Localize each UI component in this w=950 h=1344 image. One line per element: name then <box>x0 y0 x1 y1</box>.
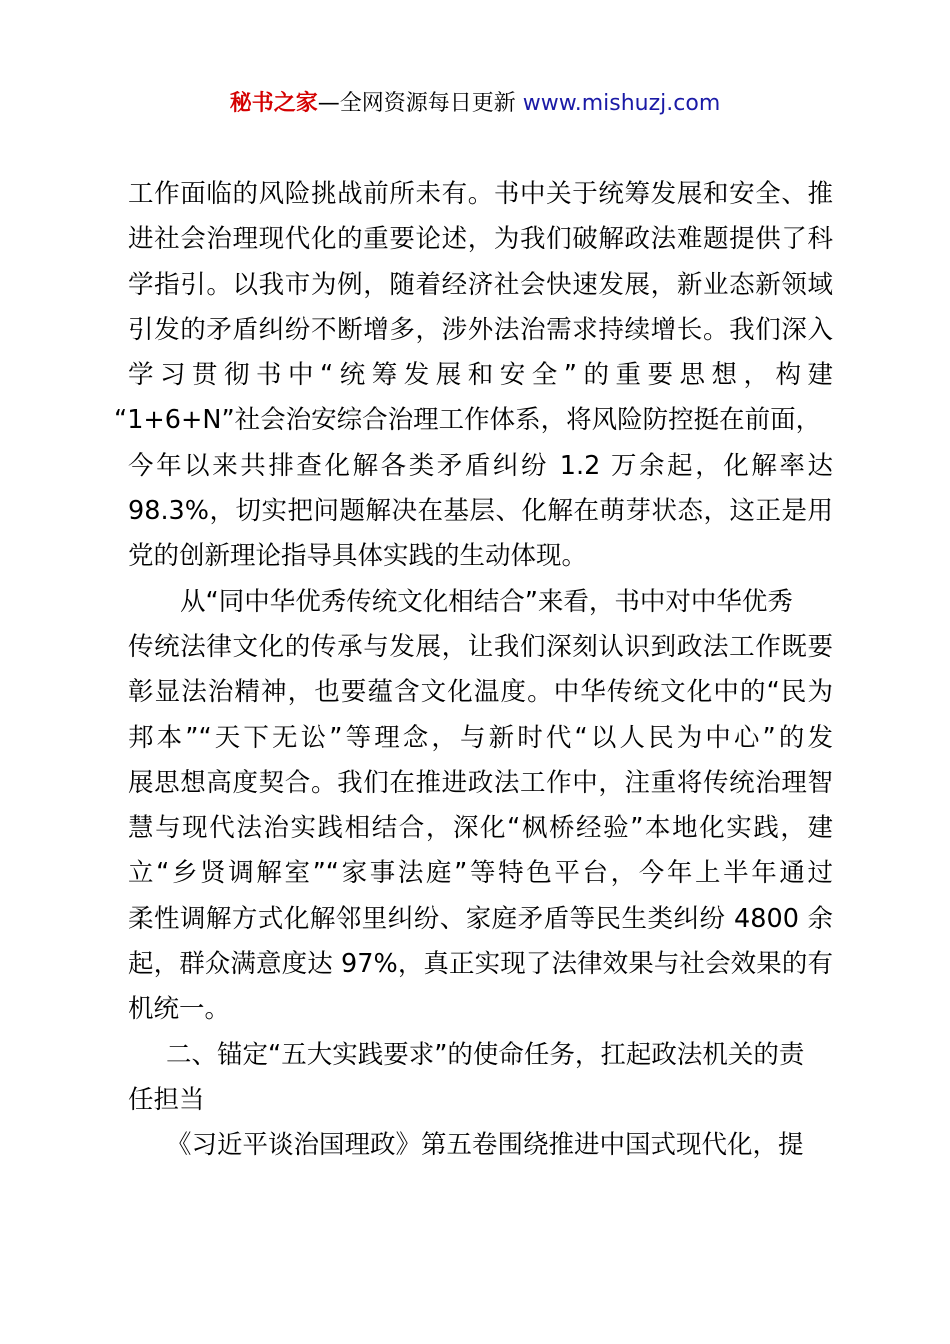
text-line: 任担当 <box>128 1084 205 1115</box>
text-line: 工作面临的风险挑战前所未有。书中关于统筹发展和安全、推 <box>128 179 833 209</box>
text-line: 彰显法治精神，也要蕴含文化温度。中华传统文化中的“民为 <box>128 677 833 708</box>
text-line: 二、锚定“五大实践要求”的使命任务，扛起政法机关的责 <box>166 1039 805 1070</box>
paragraph-1 <box>114 172 833 580</box>
text-line: 学习贯彻书中“统筹发展和安全”的重要思想，构建 <box>128 360 833 391</box>
paragraph-3 <box>128 1123 833 1168</box>
text-line: 机统一。 <box>128 994 231 1025</box>
text-line: 邦本”“天下无讼”等理念，与新时代“以人民为中心”的发 <box>128 722 833 753</box>
text-line: 传统法律文化的传承与发展，让我们深刻认识到政法工作既要 <box>128 631 833 662</box>
text-line: 学指引。以我市为例，随着经济社会快速发展，新业态新领域 <box>128 269 833 300</box>
text-line: 展思想高度契合。我们在推进政法工作中，注重将传统治理智 <box>128 767 833 798</box>
page-header <box>0 86 950 122</box>
text-line: 《习近平谈治国理政》第五卷围绕推进中国式现代化，提 <box>166 1130 804 1161</box>
text-line: 从“同中华优秀传统文化相结合”来看，书中对中华优秀 <box>180 586 793 617</box>
header-url-link[interactable]: www.mishuzj.com <box>522 91 721 116</box>
text-line: 引发的矛盾纠纷不断增多，涉外法治需求持续增长。我们深入 <box>128 314 833 345</box>
text-line: 今年以来共排查化解各类矛盾纠纷 1.2 万余起，化解率达 <box>128 450 833 481</box>
paragraph-2 <box>128 580 833 1033</box>
text-line: 党的创新理论指导具体实践的生动体现。 <box>128 541 588 572</box>
header-brand: 秘书之家 <box>229 91 318 116</box>
text-line: 柔性调解方式化解邻里纠纷、家庭矛盾等民生类纠纷 4800 余 <box>128 903 833 934</box>
section-heading <box>128 1033 833 1124</box>
text-line: 98.3%，切实把问题解决在基层、化解在萌芽状态，这正是用 <box>128 496 833 527</box>
text-line: 起，群众满意度达 97%，真正实现了法律效果与社会效果的有 <box>128 949 833 980</box>
text-line: 慧与现代法治实践相结合，深化“枫桥经验”本地化实践，建 <box>128 813 833 844</box>
text-line: “1+6+N”社会治安综合治理工作体系，将风险防控挺在前面， <box>114 405 822 436</box>
text-line: 立“乡贤调解室”“家事法庭”等特色平台，今年上半年通过 <box>128 858 833 889</box>
document-body <box>114 172 833 1169</box>
text-line: 进社会治理现代化的重要论述，为我们破解政法难题提供了科 <box>128 224 833 255</box>
header-tagline: —全网资源每日更新 <box>317 91 516 116</box>
